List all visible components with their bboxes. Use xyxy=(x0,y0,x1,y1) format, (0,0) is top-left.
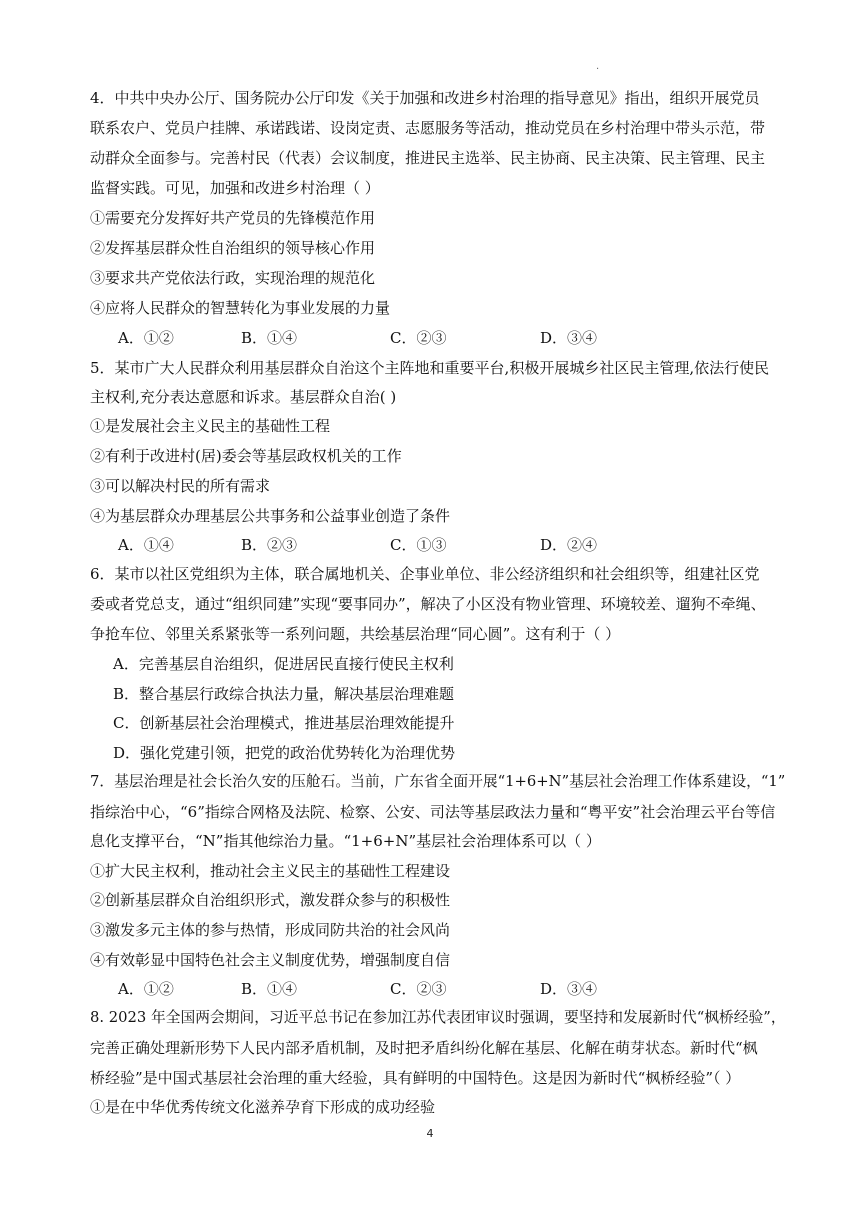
q4-item-1: ①需要充分发挥好共产党员的先锋模范作用 xyxy=(90,209,376,227)
q5-option-a: A．①④ xyxy=(118,536,174,554)
q8-stem-line-2: 完善正确处理新形势下人民内部矛盾机制，及时把矛盾纠纷化解在基层、化解在萌芽状态。新时代“枫 xyxy=(90,1039,758,1057)
q4-option-a: A．①② xyxy=(118,329,174,347)
q7-option-d: D．③④ xyxy=(540,980,598,998)
header-mark: · xyxy=(596,64,600,75)
q7-option-c: C．②③ xyxy=(390,980,447,998)
q7-stem-line-2: 指综治中心，“6”指综合网格及法院、检察、公安、司法等基层政法力量和“粤平安”社会治理云平台等信 xyxy=(90,803,776,821)
q4-option-b: B．①④ xyxy=(241,329,298,347)
q5-item-4: ④为基层群众办理基层公共事务和公益事业创造了条件 xyxy=(90,507,451,525)
q7-item-1: ①扩大民主权利，推动社会主义民主的基础性工程建设 xyxy=(90,862,451,880)
q7-stem-line-3: 息化支撑平台，“N”指其他综治力量。“1+6+N”基层社会治理体系可以（ ） xyxy=(90,832,601,850)
q4-item-3: ③要求共产党依法行政，实现治理的规范化 xyxy=(90,269,376,287)
q7-item-2: ②创新基层群众自治组织形式，激发群众参与的积极性 xyxy=(90,891,451,909)
q6-choice-a: A．完善基层自治组织，促进居民直接行使民主权利 xyxy=(113,655,454,673)
q8-stem-line-1: 8. 2023 年全国两会期间，习近平总书记在参加江苏代表团审议时强调，要坚持和发展新时代“枫桥经验”， xyxy=(90,1009,786,1026)
q5-item-1: ①是发展社会主义民主的基础性工程 xyxy=(90,417,331,435)
q5-stem-line-2: 主权利,充分表达意愿和诉求。基层群众自治( ) xyxy=(90,388,397,406)
q7-option-b: B．①④ xyxy=(241,980,298,998)
q5-item-2: ②有利于改进村(居)委会等基层政权机关的工作 xyxy=(90,447,402,465)
q7-item-3: ③激发多元主体的参与热情，形成同防共治的社会风尚 xyxy=(90,921,451,939)
q8-stem-line-3: 桥经验”是中国式基层社会治理的重大经验，具有鲜明的中国特色。这是因为新时代“枫桥经验”（ ） xyxy=(90,1069,741,1087)
q7-option-a: A．①② xyxy=(118,980,174,998)
q5-stem-line-1: 5．某市广大人民群众利用基层群众自治这个主阵地和重要平台,积极开展城乡社区民主管理,依法行使民 xyxy=(90,359,770,377)
q6-stem-line-2: 委或者党总支，通过“组织同建”实现“要事同办”，解决了小区没有物业管理、环境较差、遛狗不牵绳、 xyxy=(90,595,766,613)
q5-option-d: D．②④ xyxy=(540,536,598,554)
q4-item-2: ②发挥基层群众性自治组织的领导核心作用 xyxy=(90,239,376,257)
q6-choice-c: C．创新基层社会治理模式，推进基层治理效能提升 xyxy=(113,714,455,732)
q4-stem-line-4: 监督实践。可见，加强和改进乡村治理（ ） xyxy=(90,179,380,197)
q6-stem-line-1: 6．某市以社区党组织为主体，联合属地机关、企事业单位、非公经济组织和社会组织等，组建社区党 xyxy=(90,565,760,583)
page-number: 4 xyxy=(426,1127,434,1140)
q5-option-b: B．②③ xyxy=(241,536,298,554)
q6-choice-d: D．强化党建引领，把党的政治优势转化为治理优势 xyxy=(113,744,456,762)
q8-item-1: ①是在中华优秀传统文化滋养孕育下形成的成功经验 xyxy=(90,1098,436,1116)
q6-stem-line-3: 争抢车位、邻里关系紧张等一系列问题，共绘基层治理“同心圆”。这有利于（ ） xyxy=(90,625,621,643)
q5-item-3: ③可以解决村民的所有需求 xyxy=(90,477,271,495)
q4-option-d: D．③④ xyxy=(540,329,598,347)
q7-item-4: ④有效彰显中国特色社会主义制度优势，增强制度自信 xyxy=(90,951,451,969)
q4-stem-line-3: 动群众全面参与。完善村民（代表）会议制度，推进民主选举、民主协商、民主决策、民主管理、民主 xyxy=(90,149,766,167)
q6-choice-b: B．整合基层行政综合执法力量，解决基层治理难题 xyxy=(113,685,455,703)
q5-option-c: C．①③ xyxy=(390,536,447,554)
q4-stem-line-1: 4．中共中央办公厅、国务院办公厅印发《关于加强和改进乡村治理的指导意见》指出，组织开展党员 xyxy=(90,89,760,107)
q4-stem-line-2: 联系农户、党员户挂牌、承诺践诺、设岗定责、志愿服务等活动，推动党员在乡村治理中带头示范，带 xyxy=(90,119,766,137)
q4-option-c: C．②③ xyxy=(390,329,447,347)
q4-item-4: ④应将人民群众的智慧转化为事业发展的力量 xyxy=(90,299,391,317)
q7-stem-line-1: 7．基层治理是社会长治久安的压舱石。当前，广东省全面开展“1+6+N”基层社会治理工作体系建设，“1” xyxy=(90,773,786,790)
